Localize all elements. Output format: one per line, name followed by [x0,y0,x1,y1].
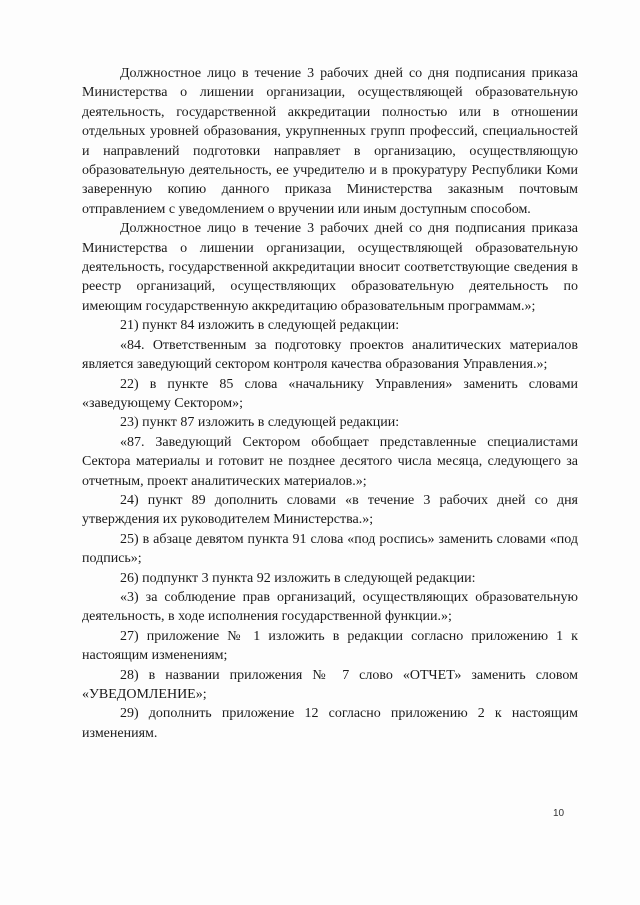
paragraph-14: 29) дополнить приложение 12 согласно приложению 2 к настоящим изменениям. [82,706,578,741]
paragraph-13: 28) в названии приложения № 7 слово «ОТЧЕТ» заменить словом «УВЕДОМЛЕНИЕ»; [82,667,578,702]
paragraph-10: 26) подпункт 3 пункта 92 изложить в следующей редакции: [120,570,476,586]
body-text [82,64,578,743]
paragraph-12: 27) приложение № 1 изложить в редакции согласно приложению 1 к настоящим изменениям; [82,628,578,664]
paragraph-1: Должностное лицо в течение 3 рабочих дней со дня подписания приказа Министерства о лишении организации, осуществляющей образовательную деятельность, государственной аккредитации полностью или в отношении отдельных уровней образования, укрупненных групп профессий, специальностей и направлений подготовки направляет в организацию, осуществляющую образовательную деятельность, ее учредителю и в прокуратуру Республики Коми заверенную копию данного приказа Министерства заказным почтовым отправлением с уведомлением о вручении или иным доступным способом. [82,66,578,217]
paragraph-6: 23) пункт 87 изложить в следующей редакции: [120,415,400,431]
paragraph-8: 24) пункт 89 дополнить словами «в течение 3 рабочих дней со дня утверждения их руководителем Министерства.»; [82,492,578,528]
paragraph-9: 25) в абзаце девятом пункта 91 слова «под роспись» заменить словами «под подпись»; [82,531,578,567]
paragraph-7: «87. Заведующий Сектором обобщает представленные специалистами Сектора материалы и готовит не позднее десятого числа месяца, следующего за отчетным, проект аналитических материалов.»; [82,434,578,489]
paragraph-11: «3) за соблюдение прав организаций, осуществляющих образовательную деятельность, в ходе исполнения государственной функции.»; [82,589,578,625]
paragraph-5: 22) в пункте 85 слова «начальнику Управления» заменить словами «заведующему Сектором»; [82,376,578,411]
page-number: 10 [553,808,565,819]
paragraph-3: 21) пункт 84 изложить в следующей редакции: [120,318,400,334]
paragraph-4: «84. Ответственным за подготовку проектов аналитических материалов является заведующий сектором контроля качества образования Управления.»; [82,337,578,373]
paragraph-2: Должностное лицо в течение 3 рабочих дней со дня подписания приказа Министерства о лишении организации, осуществляющей образовательную деятельность, государственной аккредитации вносит соответствующие сведения в реестр организаций, осуществляющих образовательную деятельность по имеющим государственную аккредитацию образовательным программам.»; [82,221,578,314]
